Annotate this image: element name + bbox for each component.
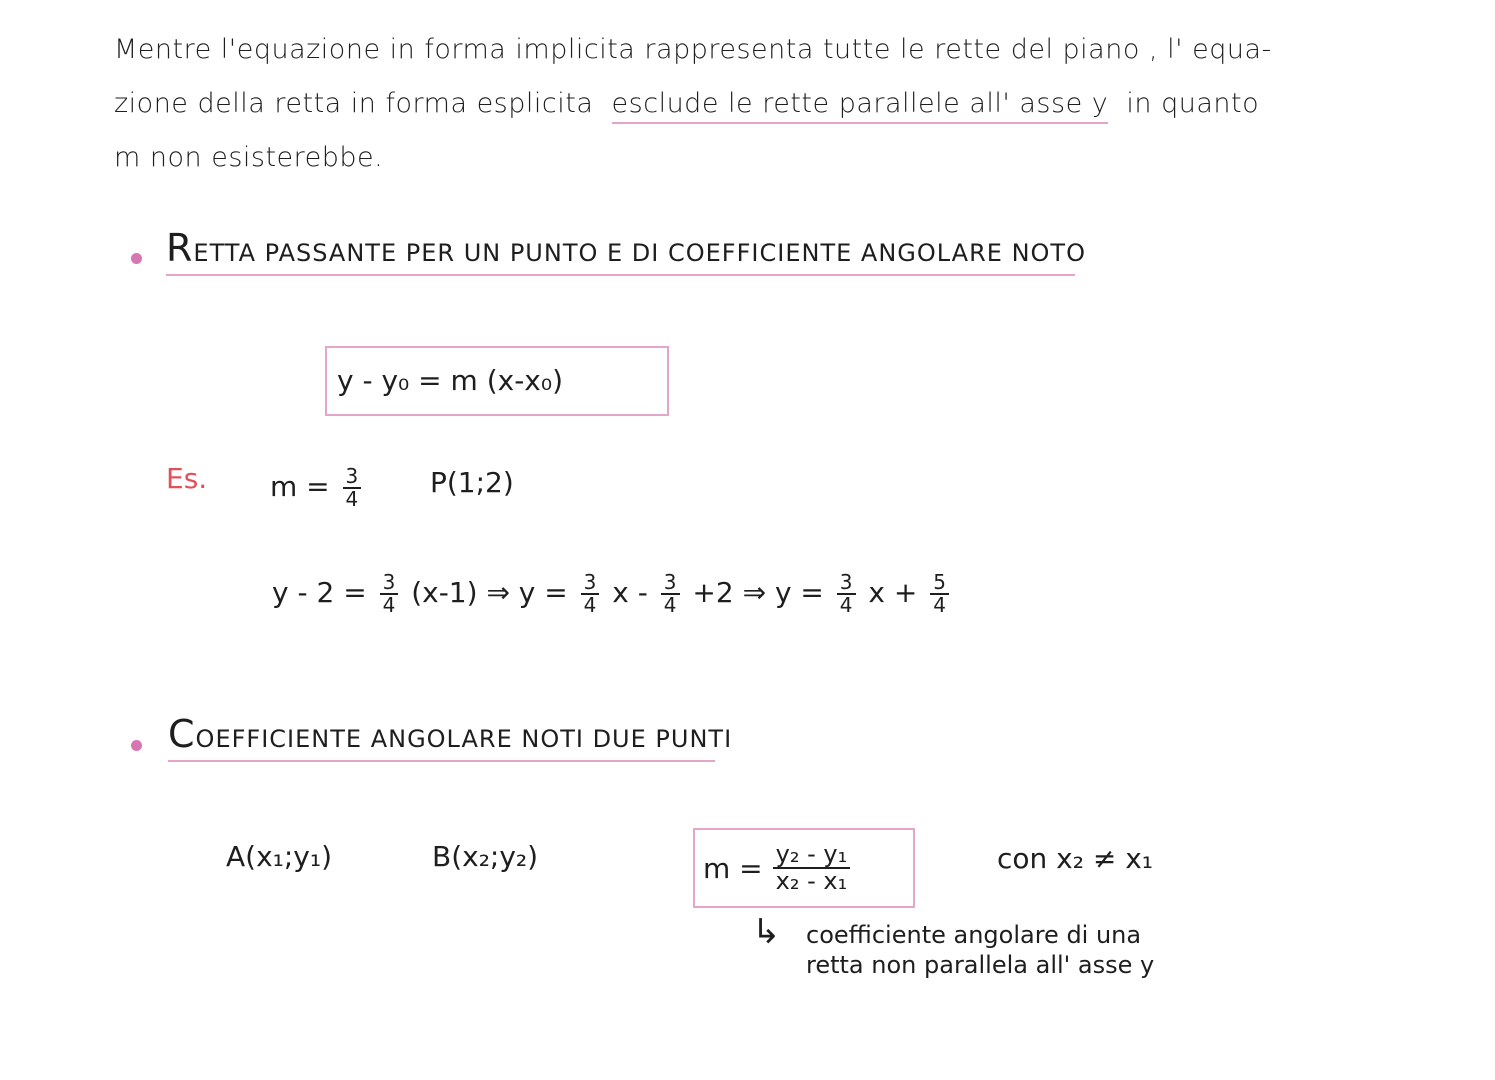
- heading-text: OEFFICIENTE ANGOLARE NOTI DUE PUNTI: [195, 725, 733, 753]
- numerator: 3: [661, 572, 680, 595]
- intro-line-2-end: in quanto: [1126, 88, 1260, 119]
- denominator: 4: [583, 593, 597, 617]
- eq-part: (x-1) ⇒ y =: [411, 576, 568, 609]
- note-line-2: retta non parallela all' asse y: [806, 951, 1155, 979]
- numerator: 3: [581, 572, 600, 595]
- fraction: [380, 572, 399, 616]
- point-b: B(x₂;y₂): [432, 840, 539, 873]
- section-2-heading: [168, 712, 733, 762]
- numerator: 5: [930, 572, 949, 595]
- fraction: [837, 572, 856, 616]
- eq-part: x -: [612, 576, 648, 609]
- heading-initial: R: [166, 226, 194, 270]
- numerator: y₂ - y₁: [773, 842, 851, 869]
- heading-initial: C: [168, 712, 196, 756]
- fraction: [661, 572, 680, 616]
- example-derivation: [272, 572, 953, 616]
- intro-line-2: [114, 88, 1259, 119]
- eq-part: x +: [868, 576, 918, 609]
- slope-lhs: m =: [703, 851, 763, 885]
- denominator: 4: [382, 593, 396, 617]
- fraction: [773, 839, 851, 895]
- intro-line-2-start: zione della retta in forma esplicita: [114, 88, 594, 119]
- fraction: [930, 572, 949, 616]
- numerator: 3: [837, 572, 856, 595]
- intro-line-1: Mentre l'equazione in forma implicita rappresenta tutte le rette del piano , l' equa-: [114, 34, 1272, 65]
- numerator: 3: [343, 466, 362, 489]
- denominator: x₂ - x₁: [775, 867, 848, 895]
- numerator: 3: [380, 572, 399, 595]
- heading-text: ETTA PASSANTE PER UN PUNTO E DI COEFFICIENTE ANGOLARE NOTO: [193, 239, 1086, 267]
- example-point: P(1;2): [430, 466, 514, 499]
- example-slope: [270, 466, 365, 510]
- arrow-icon: ↳: [752, 912, 781, 952]
- fraction: [581, 572, 600, 616]
- intro-underlined-text: esclude le rette parallele all' asse y: [612, 88, 1109, 124]
- eq-part: +2 ⇒ y =: [692, 576, 824, 609]
- point-a: A(x₁;y₁): [226, 840, 333, 873]
- denominator: 4: [663, 593, 677, 617]
- denominator: 4: [839, 593, 853, 617]
- note-line-1: coefficiente angolare di una: [806, 921, 1142, 949]
- condition: con x₂ ≠ x₁: [997, 842, 1154, 875]
- intro-line-3: m non esisterebbe.: [114, 142, 384, 173]
- slope-lhs: m =: [270, 470, 330, 503]
- bullet-icon: [131, 253, 142, 264]
- section-1-heading: [166, 226, 1086, 276]
- example-label: Es.: [166, 462, 208, 495]
- eq-part: y - 2 =: [272, 576, 367, 609]
- note: [806, 920, 1154, 980]
- denominator: 4: [345, 487, 359, 511]
- fraction: [343, 466, 362, 510]
- slope-formula-box: [693, 828, 915, 908]
- point-slope-formula-box: y - y₀ = m (x-x₀): [325, 346, 669, 416]
- denominator: 4: [933, 593, 946, 617]
- bullet-icon: [131, 740, 142, 751]
